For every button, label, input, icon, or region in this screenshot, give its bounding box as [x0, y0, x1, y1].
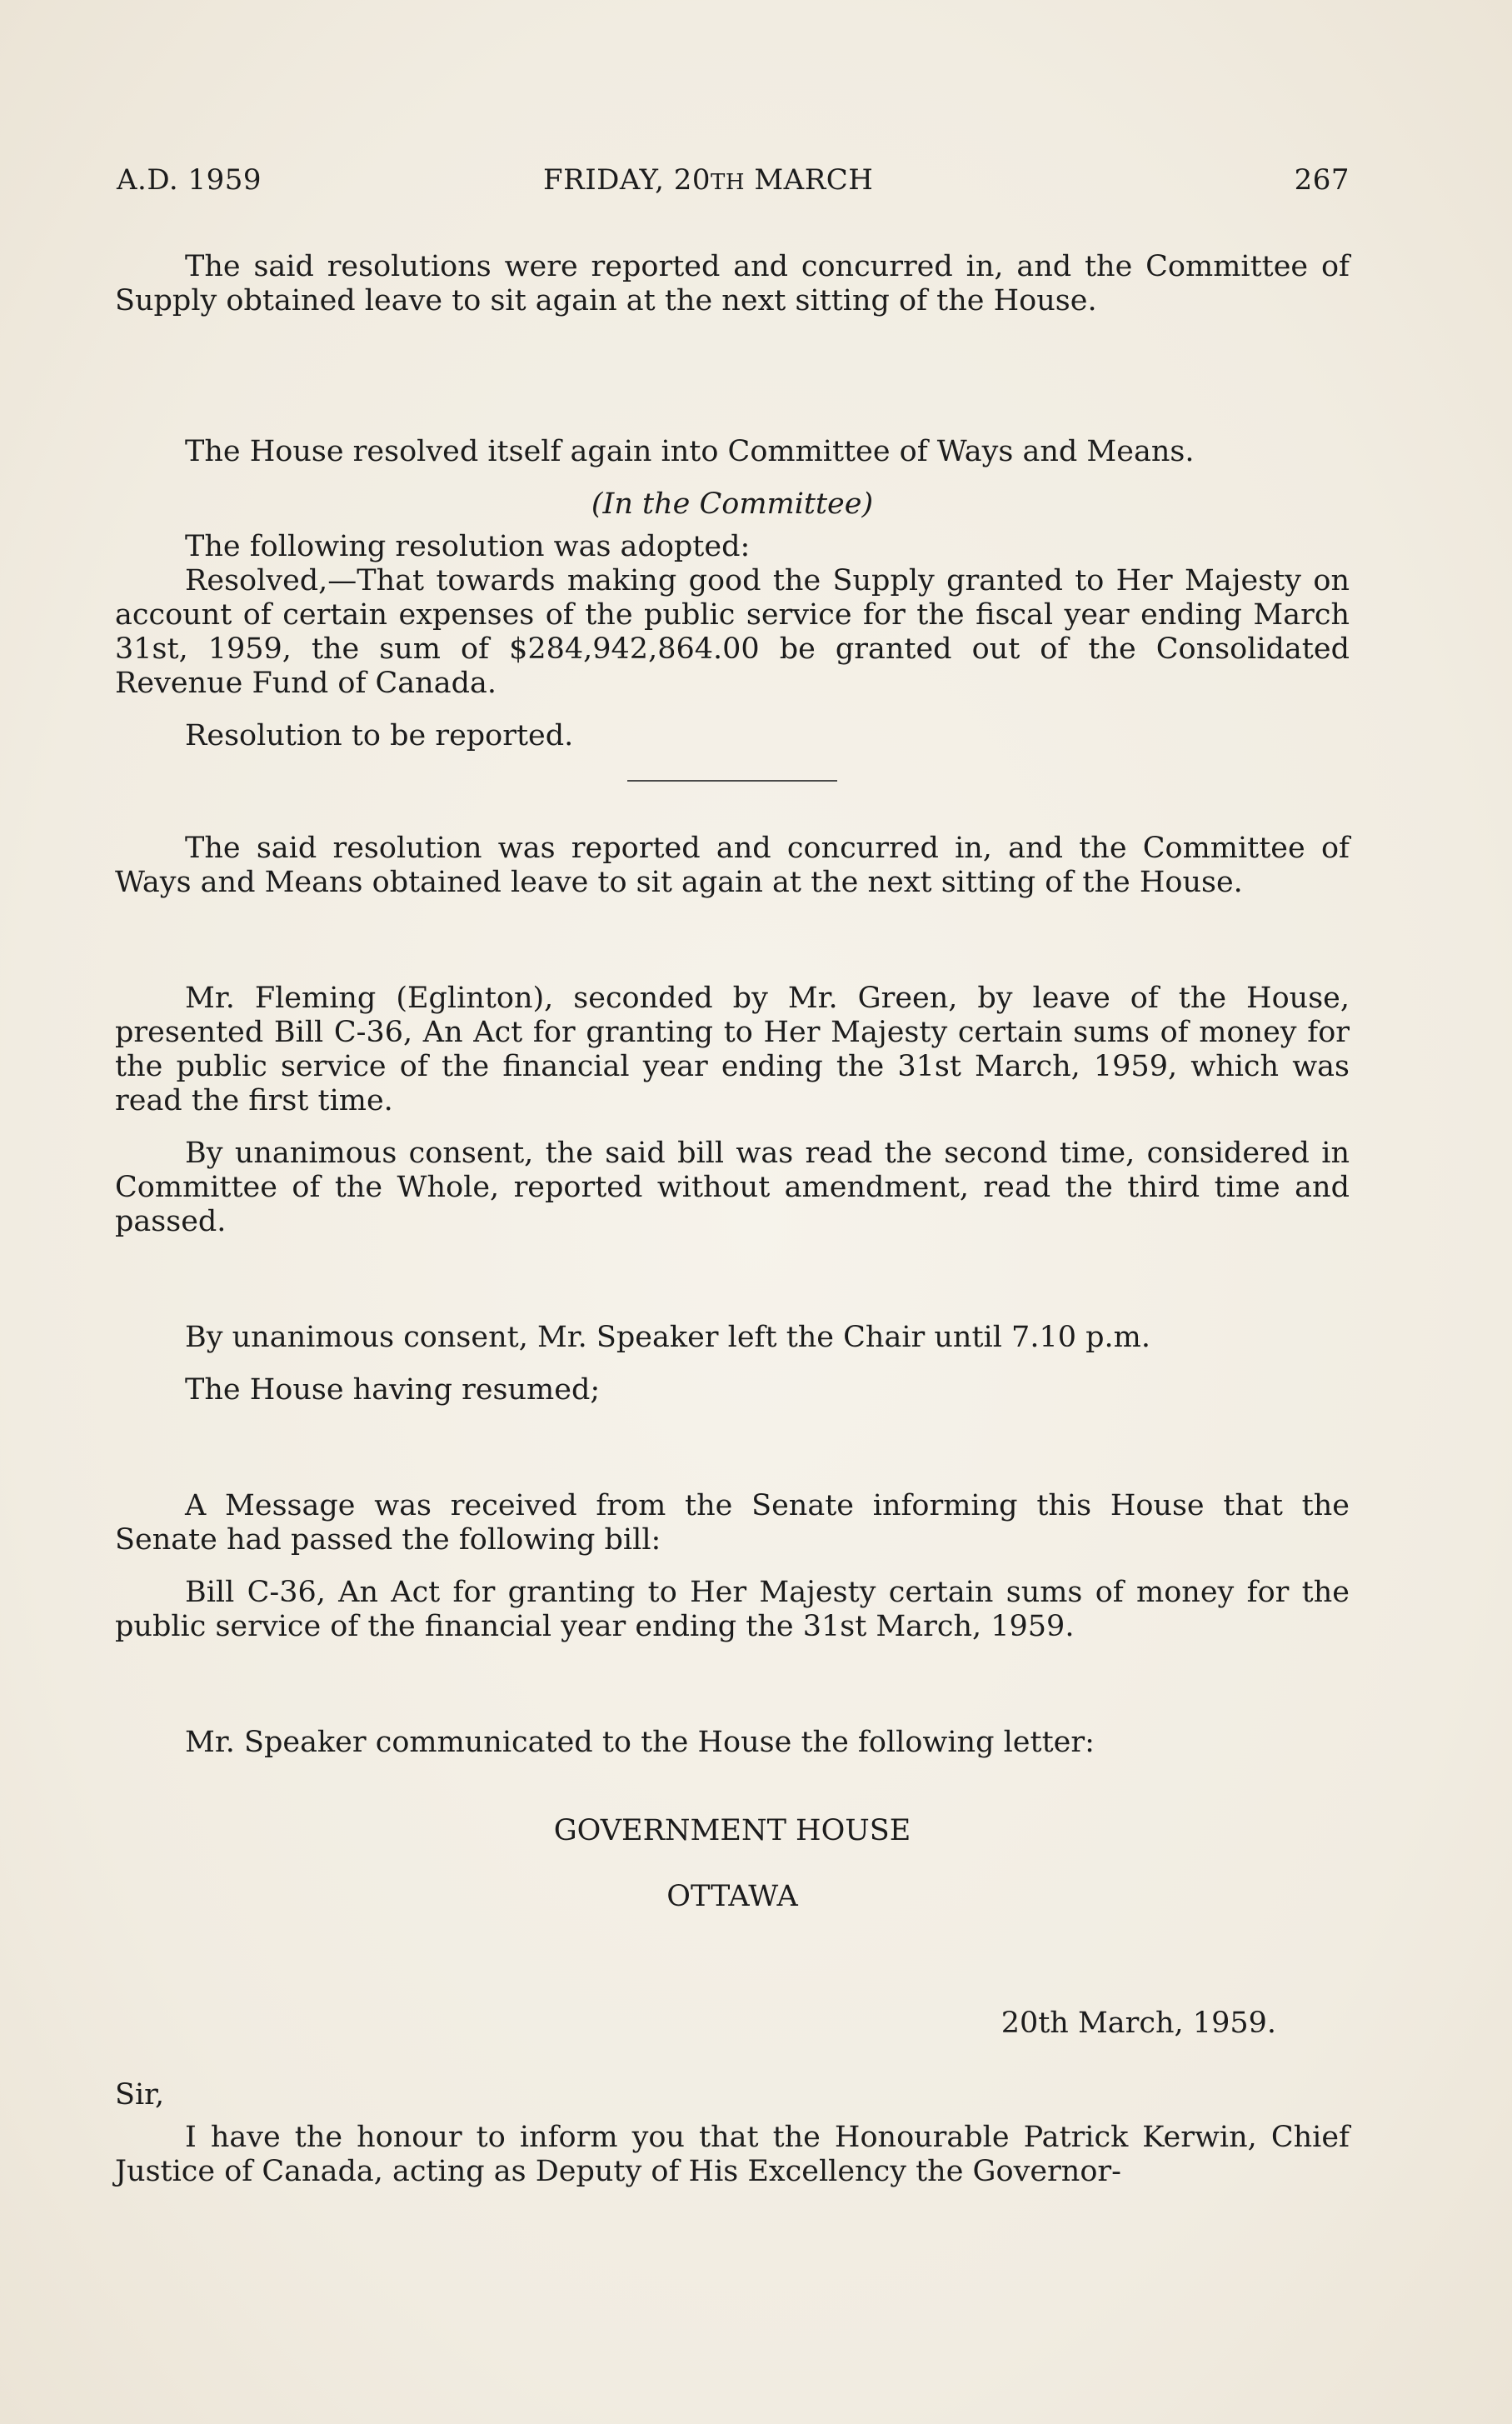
page-body: [115, 250, 1350, 2189]
paragraph-resolved: Resolved,—That towards making good the Supply granted to Her Majesty on account of certain expenses of the public service for the fiscal year ending March 31st, 1959, the sum of $284,942,864.00 be granted out of the Consolidated Revenue Fund of Canada.: [115, 564, 1350, 700]
paragraph-speaker-letter: Mr. Speaker communicated to the House the following letter:: [185, 1726, 1095, 1759]
header-date: [543, 163, 873, 197]
header-date-month: MARCH: [745, 163, 874, 197]
page-header: [117, 163, 1350, 205]
letter-date: 20th March, 1959.: [1001, 2007, 1276, 2040]
letter-body: I have the honour to inform you that the Honourable Patrick Kerwin, Chief Justice of Canada, acting as Deputy of His Excellency the Governor-: [115, 2121, 1350, 2188]
paragraph-house-resumed: The House having resumed;: [185, 1373, 601, 1407]
paragraph-resolution-reported: Resolution to be reported.: [185, 719, 574, 752]
header-date-suffix: TH: [711, 170, 746, 195]
paragraph-speaker-left: By unanimous consent, Mr. Speaker left the Chair until 7.10 p.m.: [185, 1321, 1150, 1354]
paragraph-supply-report: The said resolutions were reported and concurred in, and the Committee of Supply obtained leave to sit again at the next sitting of the House.: [115, 250, 1350, 317]
paragraph-ways-means-report: The said resolution was reported and concurred in, and the Committee of Ways and Means obtained leave to sit again at the next sitting of the House.: [115, 832, 1350, 899]
page-number: 267: [1294, 163, 1350, 197]
paragraph-bill-c36: Bill C-36, An Act for granting to Her Majesty certain sums of money for the public service of the financial year ending the 31st March, 1959.: [115, 1576, 1350, 1643]
paragraph-resolution-adopted: The following resolution was adopted:: [185, 530, 751, 563]
paragraph-senate-message: A Message was received from the Senate informing this House that the Senate had passed the following bill:: [115, 1489, 1350, 1557]
paragraph-bill-presented: Mr. Fleming (Eglinton), seconded by Mr. Green, by leave of the House, presented Bill C-36, An Act for granting to Her Majesty certain sums of money for the public service of the financial year ending the 31st March, 1959, which was read the first time.: [115, 982, 1350, 1117]
paragraph-ways-means: The House resolved itself again into Committee of Ways and Means.: [185, 435, 1195, 468]
header-date-prefix: FRIDAY, 20: [543, 163, 711, 197]
address-line-1: GOVERNMENT HOUSE: [553, 1814, 911, 1847]
section-divider: [627, 780, 837, 782]
in-committee-heading: (In the Committee): [591, 487, 874, 521]
paragraph-bill-passed: By unanimous consent, the said bill was read the second time, considered in Committee of the Whole, reported without amendment, read the third time and passed.: [115, 1137, 1350, 1238]
address-line-2: OTTAWA: [666, 1880, 798, 1913]
letter-salutation: Sir,: [115, 2078, 165, 2112]
header-year: A.D. 1959: [117, 163, 262, 197]
